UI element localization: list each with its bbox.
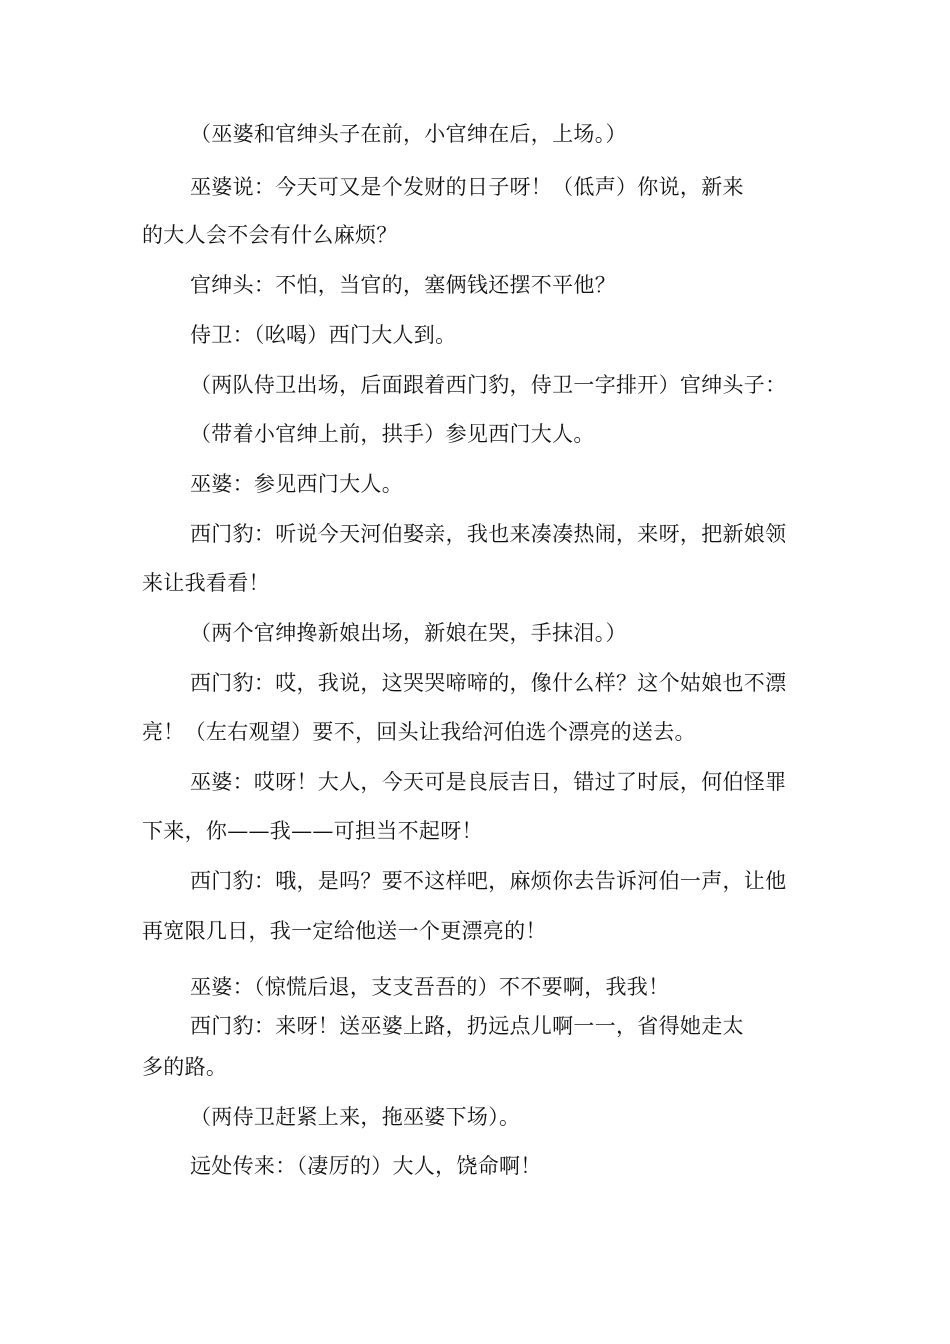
dialogue-witch-2: 巫婆：哎呀！大人，今天可是良辰吉日，错过了时辰，何伯怪罪 bbox=[190, 770, 787, 794]
stage-direction-guards: （两队侍卫出场，后面跟着西门豹，侍卫一字排开）官绅头子： bbox=[190, 373, 787, 397]
dialogue-ximenbao-3-cont: 再宽限几日，我一定给他送一个更漂亮的！ bbox=[142, 919, 547, 943]
stage-direction-exit: （两侍卫赶紧上来，拖巫婆下场）。 bbox=[190, 1105, 521, 1129]
stage-direction-greeting: （带着小官绅上前，拱手）参见西门大人。 bbox=[190, 422, 595, 446]
dialogue-guard: 侍卫：（吆喝）西门大人到。 bbox=[190, 323, 457, 347]
stage-direction-bride: （两个官绅搀新娘出场，新娘在哭，手抹泪。） bbox=[190, 621, 627, 645]
dialogue-ximenbao-4: 西门豹：来呀！送巫婆上路，扔远点儿啊一一，省得她走太 bbox=[190, 1014, 744, 1038]
dialogue-ximenbao-2: 西门豹：哎，我说，这哭哭啼啼的，像什么样？这个姑娘也不漂 bbox=[190, 671, 787, 695]
dialogue-offstage: 远处传来：（凄厉的）大人，饶命啊！ bbox=[190, 1154, 542, 1178]
stage-direction-entrance: （巫婆和官绅头子在前，小官绅在后，上场。） bbox=[190, 122, 627, 146]
dialogue-witch: 巫婆说：今天可又是个发财的日子呀！（低声）你说，新来 bbox=[190, 175, 744, 199]
dialogue-ximenbao-2-cont: 亮！（左右观望）要不，回头让我给河伯选个漂亮的送去。 bbox=[142, 720, 696, 744]
dialogue-official-head: 官绅头：不怕，当官的，塞俩钱还摆不平他？ bbox=[190, 273, 616, 297]
dialogue-witch-2-cont: 下来，你——我——可担当不起呀！ bbox=[142, 819, 483, 843]
dialogue-witch-greeting: 巫婆：参见西门大人。 bbox=[190, 472, 403, 496]
dialogue-ximenbao-1: 西门豹：听说今天河伯娶亲，我也来凑凑热闹，来呀，把新娘领 bbox=[190, 522, 787, 546]
dialogue-witch-cont: 的大人会不会有什么麻烦？ bbox=[142, 223, 398, 247]
dialogue-ximenbao-1-cont: 来让我看看！ bbox=[142, 571, 270, 595]
dialogue-ximenbao-4-cont: 多的路。 bbox=[142, 1055, 228, 1079]
dialogue-witch-3: 巫婆：（惊慌后退，支支吾吾的）不不要啊，我我！ bbox=[190, 975, 670, 999]
dialogue-ximenbao-3: 西门豹：哦，是吗？要不这样吧，麻烦你去告诉河伯一声，让他 bbox=[190, 869, 787, 893]
